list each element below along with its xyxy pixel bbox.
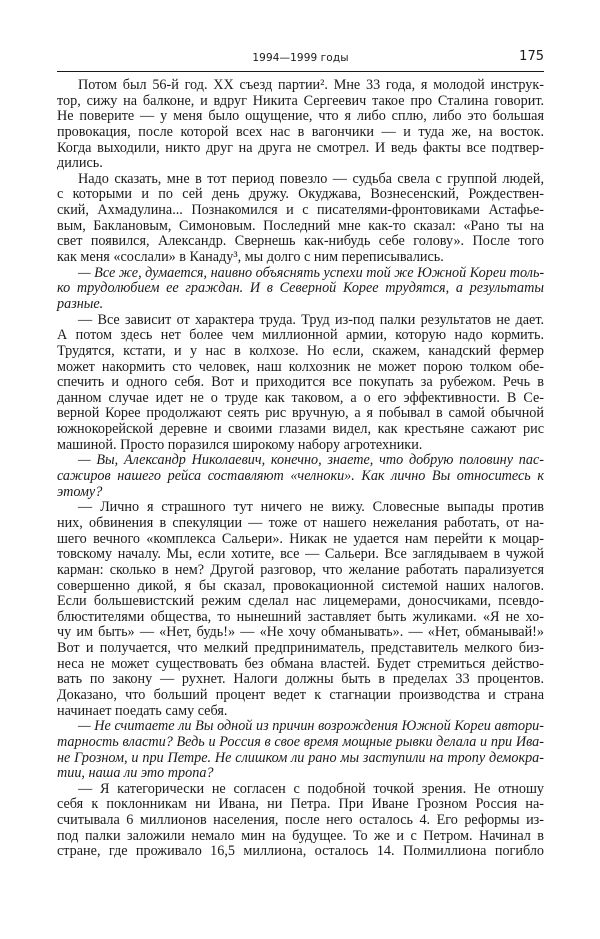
text-line: — Не считаете ли Вы одной из причин возрождения Южной Кореи автори- bbox=[78, 718, 544, 735]
text-line: — Все же, думается, наивно объяснять успехи той же Южной Кореи толь- bbox=[78, 264, 545, 281]
body-paragraph bbox=[57, 78, 544, 172]
text-line: как меня «сослали» в Канаду³, мы долго с ним переписывались. bbox=[57, 249, 444, 266]
text-line: верной Корее продолжают сеять рис вручную, а я побывал в самой обычной bbox=[57, 405, 544, 422]
text-line: сажиров нашего рейса составляют «челноки». Как лично Вы относитесь к bbox=[57, 468, 544, 485]
text-line: них, обвинения в спекуляции — тоже от нашего нежелания работать, от на- bbox=[57, 514, 544, 531]
text-line: вым, Баклановым, Симоновым. Последний мне как-то сказал: «Рано ты на bbox=[57, 217, 544, 234]
text-line: провокация, после которой всех нас в вагончики — и туда же, на восток. bbox=[57, 123, 544, 140]
text-line: ко трудолюбием ее граждан. И в Северной Корее трудятся, а результаты bbox=[57, 280, 544, 297]
text-line: ский, Ахмадулина... Познакомился и с писателями-фронтовиками Астафье- bbox=[57, 202, 544, 219]
text-line: Вот и получается, что мелкий предприниматель, представитель мелкого биз- bbox=[57, 640, 544, 657]
text-line: дились. bbox=[57, 155, 103, 172]
text-line: разные. bbox=[57, 295, 104, 312]
text-line: под палки заложили немало мин на будущее. То же и с Петром. Начинал в bbox=[57, 827, 544, 844]
text-line: блюстителями общества, то нынешний заставляет быть жуликами. «Я не хо- bbox=[57, 608, 544, 625]
page-header bbox=[57, 49, 544, 72]
text-line: свет появился, Александр. Свернешь как-нибудь себе голову». После того bbox=[57, 233, 544, 250]
text-line: — Все зависит от характера труда. Труд из-под палки результатов не дает. bbox=[78, 311, 544, 328]
text-line: спечить и одного себя. Вот и приходится все покупать за рубежом. Речь в bbox=[57, 374, 544, 391]
body-paragraph bbox=[57, 500, 544, 719]
text-line: Потом был 56-й год. XX съезд партии². Мне 33 года, я молодой инструк- bbox=[78, 77, 544, 93]
text-line: тор, сижу на балконе, и вдруг Никита Сергеевич такое про Сталина говорит. bbox=[57, 92, 544, 109]
running-title: 1994—1999 годы bbox=[252, 52, 349, 64]
text-line: с которыми и по сей день дружу. Окуджава, Вознесенский, Рождествен- bbox=[57, 186, 544, 203]
text-line: чу им быть» — «Нет, будь!» — «Не хочу обманывать». — «Нет, обманывай!» bbox=[57, 624, 544, 641]
text-line: этому? bbox=[57, 483, 103, 500]
text-line: Когда выходили, никто друг на друга не смотрел. И ведь факты все подтвер- bbox=[57, 139, 544, 156]
text-line: себя к поклонникам ни Ивана, ни Петра. При Иване Грозном Россия на- bbox=[57, 796, 544, 813]
page-body bbox=[57, 78, 544, 860]
text-line: — Вы, Александр Николаевич, конечно, знаете, что добрую половину пас- bbox=[78, 452, 544, 469]
interviewer-question bbox=[57, 453, 544, 500]
text-line: данном случае идет не о труде как таковом, а о его эффективности. В Се- bbox=[57, 389, 544, 406]
text-line: начинает поедать саму себя. bbox=[57, 702, 228, 719]
text-line: товскому началу. Мы, если хотите, все — Сальери. Все заглядываем в чужой bbox=[57, 546, 544, 563]
body-paragraph bbox=[57, 172, 544, 266]
text-line: может накормить сто человек, наш колхозник не может порою толком обе- bbox=[57, 358, 544, 375]
text-line: — Я категорически не согласен с подобной точкой зрения. Не отношу bbox=[78, 780, 544, 797]
text-line: считывала 6 миллионов населения, после него осталось 4. Его реформы из- bbox=[57, 812, 544, 829]
text-line: неса не может существовать без обмана властей. Будет стремиться действо- bbox=[57, 655, 544, 672]
text-line: А потом здесь нет более чем миллионной армии, которую надо кормить. bbox=[57, 327, 544, 344]
text-line: стране, где проживало 16,5 миллиона, осталось 14. Полмиллиона погибло bbox=[57, 843, 544, 860]
text-line: Доказано, что больший процент ведет к стагнации производства и страна bbox=[57, 686, 544, 703]
text-line: тии, наша ли это тропа? bbox=[57, 765, 214, 782]
text-line: Не поверите — у меня было ощущение, что я либо сплю, либо это большая bbox=[57, 108, 544, 125]
text-line: шего вечного «комплекса Сальери». Никак не удается нам перейти к моцар- bbox=[57, 530, 544, 547]
text-line: Трудятся, кстати, и у нас в колхозе. Но если, скажем, канадский фермер bbox=[57, 342, 544, 359]
text-line: не Грозном, и при Петре. Не слишком ли рано мы заступили на тропу демокра- bbox=[57, 749, 544, 766]
page-number: 175 bbox=[519, 49, 544, 64]
body-paragraph bbox=[57, 313, 544, 454]
interviewer-question bbox=[57, 719, 544, 782]
text-line: карман: сколько в нем? Другой разговор, что желание работать парализуется bbox=[57, 561, 544, 578]
text-line: тарность власти? Ведь и Россия в свое время мощные рывки делала и при Ива- bbox=[57, 733, 544, 750]
text-line: южнокорейской деревне и своими глазами видел, как крестьяне сажают рис bbox=[57, 421, 544, 438]
interviewer-question bbox=[57, 266, 544, 313]
text-line: Надо сказать, мне в тот период повезло — судьба свела с группой людей, bbox=[78, 170, 544, 187]
text-line: машиной. Просто поразился широкому набору агротехники. bbox=[57, 436, 423, 453]
text-line: совершенно дикой, я бы сказал, провокационной системой наших налогов. bbox=[57, 577, 544, 594]
text-line: вать по закону — рухнет. Налоги должны быть в пределах 33 процентов. bbox=[57, 671, 544, 688]
text-line: Если большевистский режим сделал нас лицемерами, доносчиками, псевдо- bbox=[57, 593, 544, 610]
text-line: — Лично я страшного тут ничего не вижу. Словесные выпады против bbox=[78, 499, 544, 516]
body-paragraph bbox=[57, 782, 544, 860]
